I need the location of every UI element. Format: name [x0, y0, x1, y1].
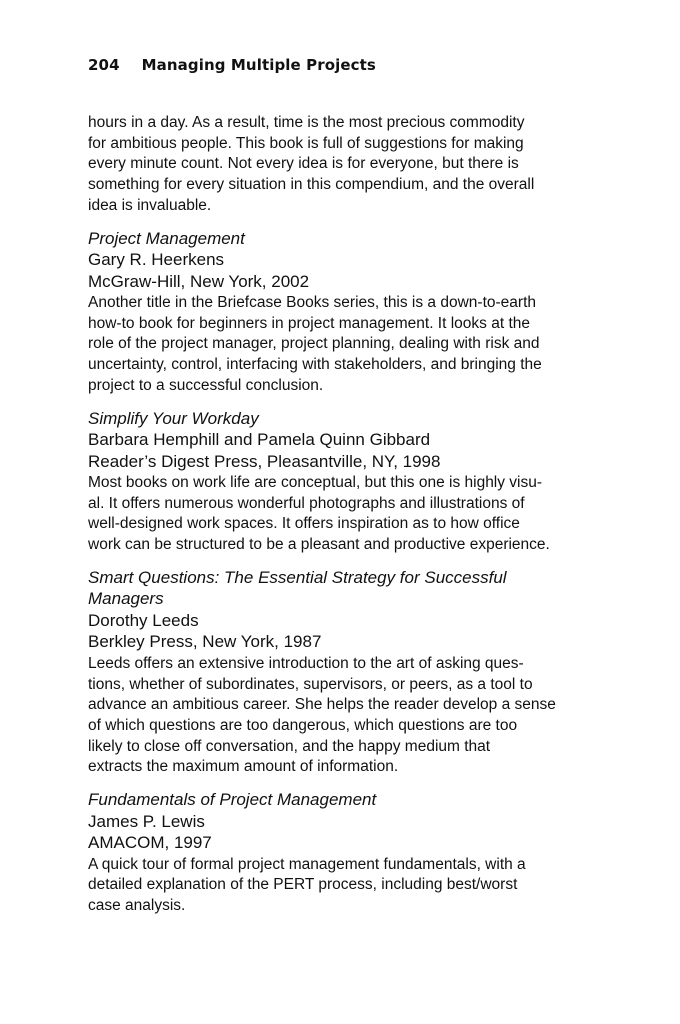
- title-line: Fundamentals of Project Management: [88, 790, 377, 810]
- text-line: work can be structured to be a pleasant and productive experience.: [88, 536, 550, 554]
- bibliography-entry: [88, 567, 608, 778]
- text-line: uncertainty, control, interfacing with stakeholders, and bringing the: [88, 356, 542, 374]
- title-line: Simplify Your Workday: [88, 408, 259, 428]
- book-entry-publisher: McGraw-Hill, New York, 2002: [88, 271, 310, 291]
- text-line: something for every situation in this compendium, and the overall: [88, 176, 535, 194]
- text-line: hours in a day. As a result, time is the most precious commodity: [88, 114, 525, 131]
- text-line: project to a successful conclusion.: [88, 376, 324, 394]
- text-line: Most books on work life are conceptual, but this one is highly visu-: [88, 474, 543, 492]
- text-line: al. It offers numerous wonderful photographs and illustrations of: [88, 494, 525, 512]
- text-line: Another title in the Briefcase Books series, this is a down-to-earth: [88, 294, 536, 312]
- book-entry-title: [88, 228, 608, 250]
- text-line: every minute count. Not every idea is for everyone, but there is: [88, 155, 519, 173]
- text-line: extracts the maximum amount of information.: [88, 758, 399, 776]
- text-line: for ambitious people. This book is full of suggestions for making: [88, 134, 524, 152]
- book-entry-publisher: Reader’s Digest Press, Pleasantville, NY, 1998: [88, 451, 441, 471]
- book-entry-description: [88, 293, 608, 397]
- book-entry-description: [88, 654, 608, 778]
- book-entry-author: Barbara Hemphill and Pamela Quinn Gibbard: [88, 430, 431, 450]
- text-line: role of the project manager, project planning, dealing with risk and: [88, 335, 540, 353]
- body-text: [88, 113, 608, 917]
- book-entry-description: [88, 855, 608, 917]
- text-line: A quick tour of formal project management fundamentals, with a: [88, 855, 526, 873]
- bibliography-entry: [88, 408, 608, 556]
- text-line: advance an ambitious career. She helps the reader develop a sense: [88, 696, 556, 714]
- book-page: [88, 56, 608, 917]
- book-title: Managing Multiple Projects: [141, 56, 376, 74]
- book-entry-title: [88, 408, 608, 430]
- text-line: detailed explanation of the PERT process, including best/worst: [88, 876, 518, 894]
- bibliography-entry: [88, 228, 608, 397]
- title-line: Managers: [88, 589, 164, 609]
- book-entry-author: James P. Lewis: [88, 811, 205, 831]
- running-head: [88, 56, 608, 74]
- book-entry-author: Dorothy Leeds: [88, 610, 199, 630]
- text-line: case analysis.: [88, 896, 186, 914]
- text-line: how-to book for beginners in project management. It looks at the: [88, 314, 530, 332]
- text-line: Leeds offers an extensive introduction to the art of asking ques-: [88, 654, 524, 672]
- book-entry-publisher: AMACOM, 1997: [88, 833, 212, 853]
- text-line: well-designed work spaces. It offers inspiration as to how office: [88, 515, 520, 533]
- intro-paragraph: [88, 113, 608, 217]
- book-entry-title: [88, 789, 608, 811]
- text-line: idea is invaluable.: [88, 196, 212, 214]
- title-line: Smart Questions: The Essential Strategy for Successful: [88, 567, 507, 587]
- page-number: 204: [88, 56, 120, 74]
- text-line: tions, whether of subordinates, supervisors, or peers, as a tool to: [88, 675, 533, 693]
- text-line: of which questions are too dangerous, which questions are too: [88, 716, 518, 734]
- book-entry-description: [88, 473, 608, 556]
- bibliography-entry: [88, 789, 608, 917]
- book-entry-author: Gary R. Heerkens: [88, 250, 225, 270]
- book-entry-title: [88, 567, 608, 610]
- title-line: Project Management: [88, 228, 245, 248]
- book-entry-publisher: Berkley Press, New York, 1987: [88, 632, 322, 652]
- text-line: likely to close off conversation, and the happy medium that: [88, 737, 491, 755]
